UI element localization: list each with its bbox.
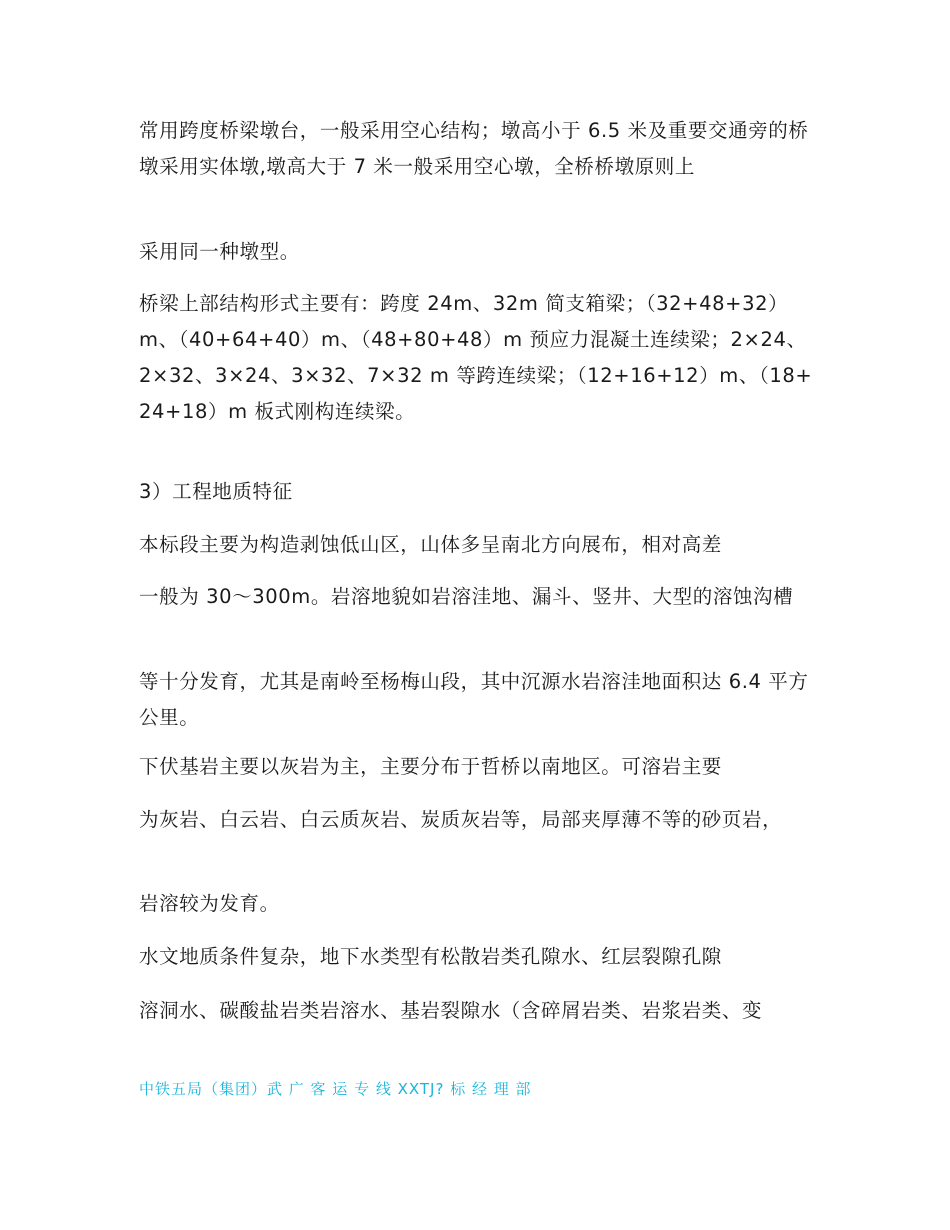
- paragraph-soluble-rock: 为灰岩、白云岩、白云质灰岩、炭质灰岩等，局部夹厚薄不等的砂页岩，: [139, 808, 783, 831]
- paragraph-terrain: 本标段主要为构造剥蚀低山区，山体多呈南北方向展布，相对高差: [139, 533, 722, 556]
- page-footer: 中铁五局（集团）武 广 客 运 专 线 XXTJ? 标 经 理 部: [139, 1080, 532, 1098]
- paragraph-hydrogeology: 水文地质条件复杂，地下水类型有松散岩类孔隙水、红层裂隙孔隙: [139, 945, 722, 968]
- paragraph-pier-type: 采用同一种墩型。: [139, 240, 300, 263]
- paragraph-karst-development: 岩溶较为发育。: [139, 892, 280, 915]
- paragraph-bedrock: 下伏基岩主要以灰岩为主，主要分布于哲桥以南地区。可溶岩主要: [139, 755, 722, 778]
- paragraph-pier-structure: 常用跨度桥梁墩台，一般采用空心结构；墩高小于 6.5 米及重要交通旁的桥墩采用实体墩,墩高大于 7 米一般采用空心墩，全桥桥墩原则上: [139, 119, 809, 178]
- paragraph-superstructure: 桥梁上部结构形式主要有：跨度 24m、32m 简支箱梁；（32+48+32）m、（40+64+40）m、（48+80+48）m 预应力混凝土连续梁；2×24、2×32、3×24、3×32、7×32 m 等跨连续梁；（12+16+12）m、（18+24+18）m 板式刚构连续梁。: [139, 292, 813, 423]
- paragraph-karst-area: 等十分发育，尤其是南岭至杨梅山段，其中沉源水岩溶洼地面积达 6.4 平方公里。: [139, 670, 809, 729]
- section-heading-geology: 3）工程地质特征: [139, 480, 293, 503]
- paragraph-karst-landform: 一般为 30～300m。岩溶地貌如岩溶洼地、漏斗、竖井、大型的溶蚀沟槽: [139, 585, 794, 608]
- paragraph-groundwater-types: 溶洞水、碳酸盐岩类岩溶水、基岩裂隙水（含碎屑岩类、岩浆岩类、变: [139, 999, 763, 1022]
